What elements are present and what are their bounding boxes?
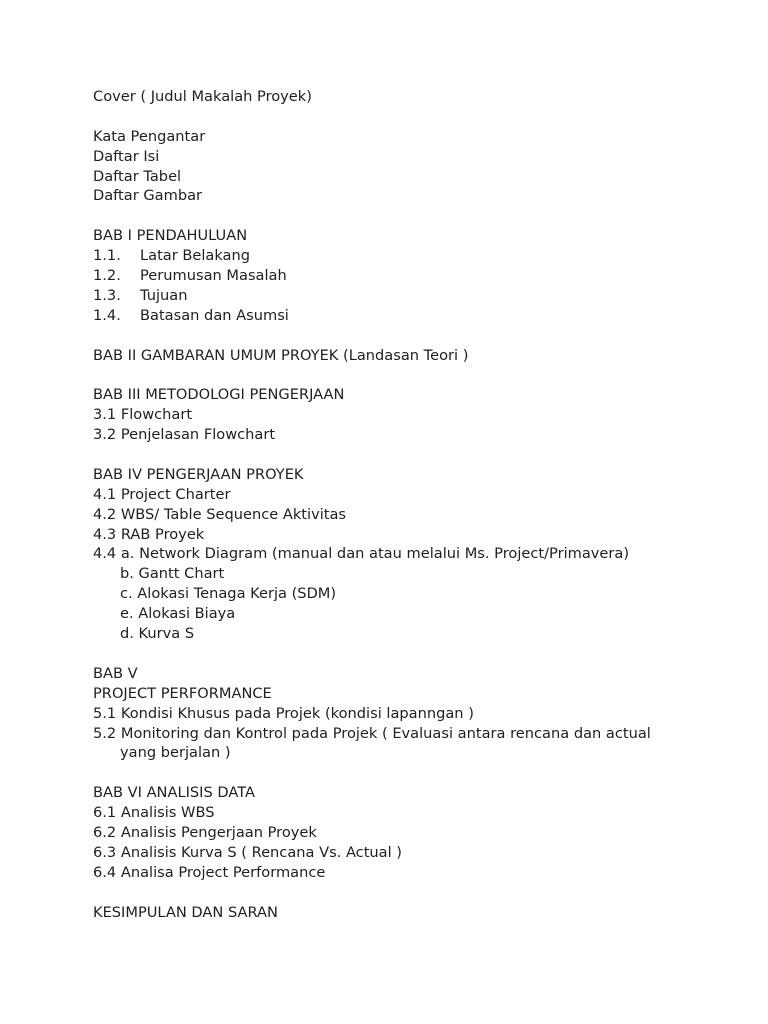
section-number: 1.4.: [93, 306, 121, 324]
section-item: 3.1 Flowchart: [93, 406, 193, 424]
spacer: [93, 644, 733, 664]
section-item: 3.2 Penjelasan Flowchart: [93, 426, 276, 444]
spacer: [93, 883, 733, 903]
spacer: [93, 763, 733, 783]
section-label: Tujuan: [140, 286, 188, 304]
section-item: 4.3 RAB Proyek: [93, 525, 205, 543]
section-label: Perumusan Masalah: [140, 267, 287, 285]
front-matter-item: Kata Pengantar: [93, 127, 206, 145]
section-number: 1.1.: [93, 247, 121, 265]
subsection-item: e. Alokasi Biaya: [120, 605, 236, 623]
section-label: Latar Belakang: [140, 247, 251, 265]
section-item: [93, 246, 733, 266]
front-matter-item: Daftar Gambar: [93, 187, 203, 205]
section-item: 4.4 a. Network Diagram (manual dan atau melalui Ms. Project/Primavera): [93, 545, 630, 563]
section-item: 5.2 Monitoring dan Kontrol pada Projek ( Evaluasi antara rencana dan actual: [93, 724, 651, 742]
chapter-heading: BAB I PENDAHULUAN: [93, 227, 248, 245]
subsection-item: d. Kurva S: [120, 625, 195, 643]
section-item: 6.1 Analisis WBS: [93, 804, 215, 822]
document-page: [93, 87, 733, 922]
subsection-item: b. Gantt Chart: [120, 565, 225, 583]
spacer: [93, 445, 733, 465]
section-item: [93, 306, 733, 326]
spacer: [93, 365, 733, 385]
section-item: 5.1 Kondisi Khusus pada Projek (kondisi lapanngan ): [93, 704, 474, 722]
front-matter-item: Daftar Isi: [93, 147, 160, 165]
section-item: 4.1 Project Charter: [93, 485, 231, 503]
section-item: 6.3 Analisis Kurva S ( Rencana Vs. Actual ): [93, 843, 403, 861]
section-continuation: yang berjalan ): [120, 744, 231, 762]
section-number: 1.2.: [93, 267, 121, 285]
front-matter-item: Daftar Tabel: [93, 167, 182, 185]
closing-heading: KESIMPULAN DAN SARAN: [93, 903, 278, 921]
subsection-item: c. Alokasi Tenaga Kerja (SDM): [120, 585, 337, 603]
section-item: [93, 286, 733, 306]
spacer: [93, 326, 733, 346]
chapter-heading: BAB VI ANALISIS DATA: [93, 784, 255, 802]
section-label: Batasan dan Asumsi: [140, 306, 289, 324]
section-item: [93, 266, 733, 286]
spacer: [93, 206, 733, 226]
spacer: [93, 107, 733, 127]
chapter-heading: BAB II GAMBARAN UMUM PROYEK (Landasan Teori ): [93, 346, 469, 364]
section-item: 6.2 Analisis Pengerjaan Proyek: [93, 823, 317, 841]
chapter-heading: BAB IV PENGERJAAN PROYEK: [93, 465, 304, 483]
chapter-heading: BAB III METODOLOGI PENGERJAAN: [93, 386, 345, 404]
section-number: 1.3.: [93, 286, 121, 304]
chapter-heading: BAB V: [93, 664, 138, 682]
cover-line: Cover ( Judul Makalah Proyek): [93, 88, 312, 105]
section-item: 4.2 WBS/ Table Sequence Aktivitas: [93, 505, 347, 523]
section-item: 6.4 Analisa Project Performance: [93, 863, 326, 881]
chapter-heading: PROJECT PERFORMANCE: [93, 684, 272, 702]
